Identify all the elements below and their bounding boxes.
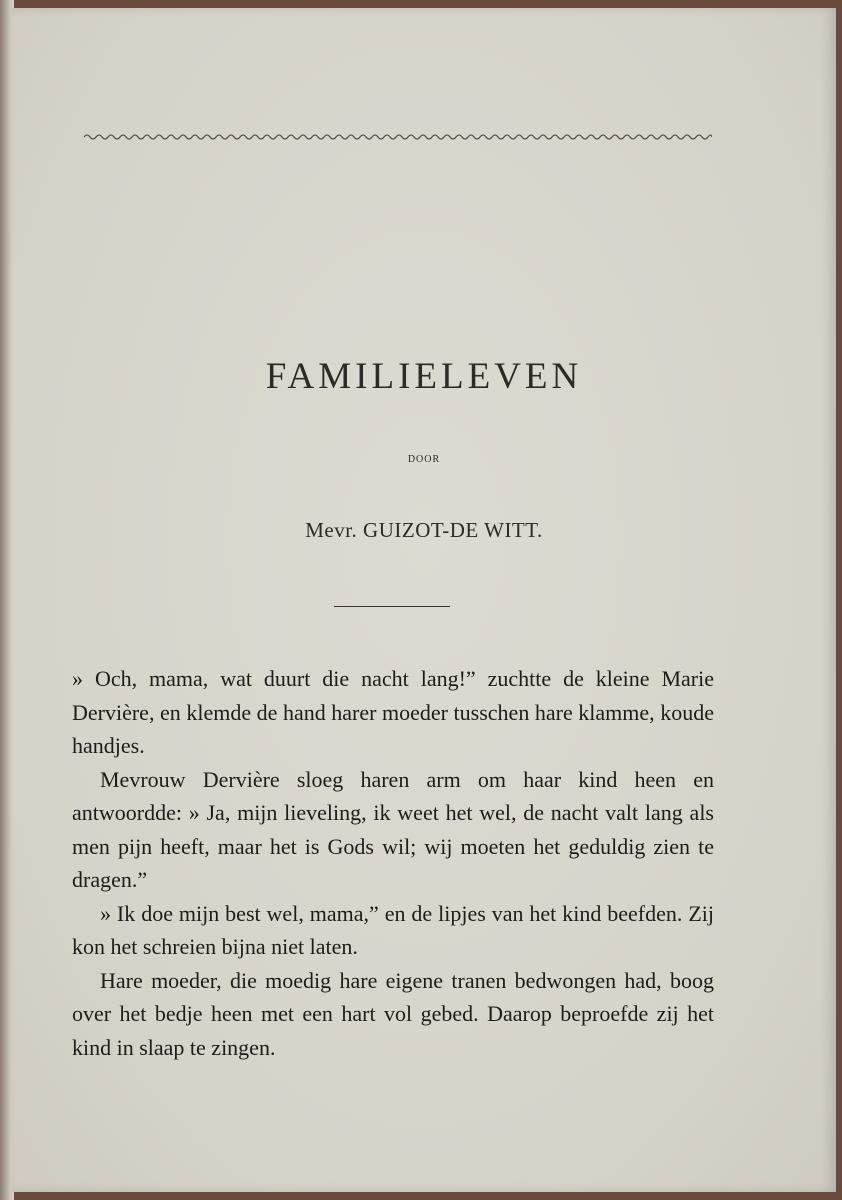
- wavy-ornament-rule: [84, 132, 712, 142]
- paragraph: » Ik doe mijn best wel, mama,” en de lipjes van het kind beefden. Zij kon het schreien bijna niet laten.: [72, 900, 714, 959]
- paragraph: » Och, mama, wat duurt die nacht lang!” zuchtte de kleine Marie Dervière, en klemde de hand harer moeder tusschen hare klamme, koude handjes.: [72, 666, 714, 758]
- paragraph: Mevrouw Dervière sloeg haren arm om haar kind heen en antwoordde: » Ja, mijn lieveling, ik weet het wel, de nacht valt lang als men pijn heeft, maar het is Gods wil; wij moeten het geduldig zien te dragen.”: [72, 766, 714, 892]
- book-page: [12, 8, 836, 1192]
- paragraph: Hare moeder, die moedig hare eigene tranen bedwongen had, boog over het bedje heen met een hart vol gebed. Daarop beproefde zij het kind in slaap te zingen.: [72, 967, 714, 1060]
- chapter-text: [72, 662, 714, 1064]
- book-title: FAMILIELEVEN: [265, 356, 583, 397]
- byline-door: DOOR: [407, 454, 441, 465]
- section-divider: [334, 606, 450, 607]
- author-name: Mevr. GUIZOT-DE WITT.: [305, 518, 543, 542]
